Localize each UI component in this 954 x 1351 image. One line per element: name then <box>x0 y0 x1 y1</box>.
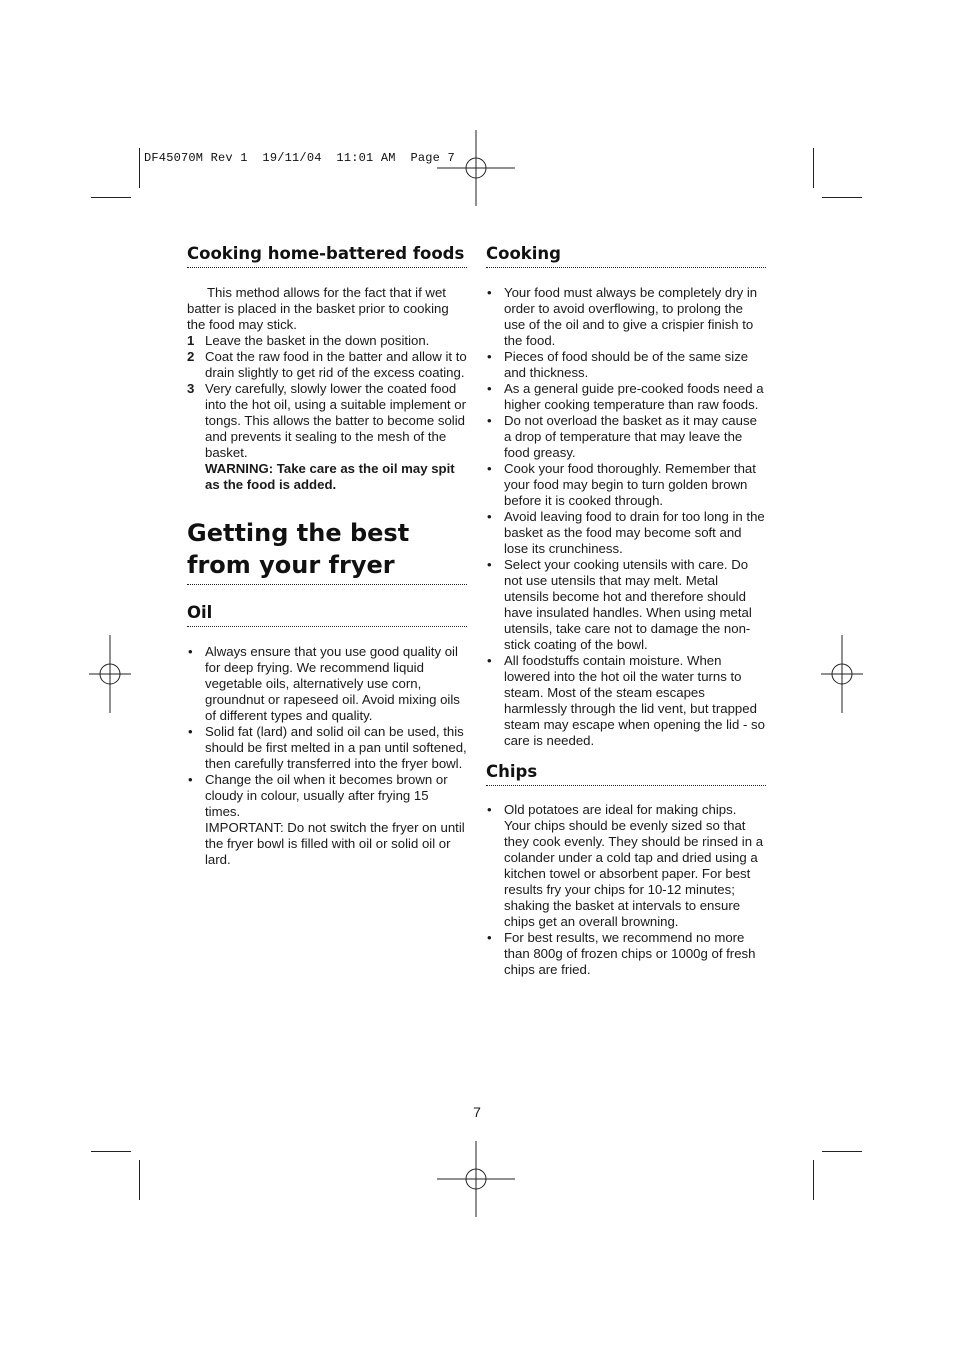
crop-mark <box>91 1151 131 1152</box>
list-item-text: Select your cooking utensils with care. Do not use utensils that may melt. Metal utensils become hot and therefore should have insulated handles. When using metal utensils, take care not to damage the non-stick coating of the bowl. <box>504 557 752 652</box>
bullet-icon: • <box>487 802 492 817</box>
bullet-icon: • <box>188 644 193 659</box>
list-item <box>187 724 467 772</box>
crop-mark <box>139 148 140 188</box>
bullet-icon: • <box>487 285 492 300</box>
list-item <box>486 413 766 461</box>
step-item <box>187 349 467 381</box>
list-item <box>187 772 467 868</box>
oil-section <box>187 603 467 868</box>
bullet-icon: • <box>487 930 492 945</box>
step-number: 2 <box>187 349 195 364</box>
crop-mark <box>813 148 814 188</box>
cooking-section <box>486 244 766 749</box>
step-item <box>187 333 467 349</box>
bullet-icon: • <box>487 413 492 428</box>
battered-heading: Cooking home-battered foods <box>187 244 467 268</box>
cooking-heading: Cooking <box>486 244 766 268</box>
crop-mark <box>139 1160 140 1200</box>
step-text: Leave the basket in the down position. <box>205 333 430 348</box>
step-number: 3 <box>187 381 195 396</box>
oil-list <box>187 644 467 868</box>
list-item-text: As a general guide pre-cooked foods need a higher cooking temperature than raw foods. <box>504 381 764 412</box>
bullet-icon: • <box>487 557 492 572</box>
page-number: 7 <box>473 1104 481 1120</box>
left-column <box>187 244 467 868</box>
bullet-icon: • <box>487 653 492 668</box>
warning-text: WARNING: Take care as the oil may spit as the food is added. <box>205 461 455 492</box>
list-item-text: Always ensure that you use good quality oil for deep frying. We recommend liquid vegetable oils, alternatively use corn, groundnut or rapeseed oil. Avoid mixing oils of different types and quality. <box>205 644 460 723</box>
bullet-icon: • <box>188 772 193 787</box>
list-item-text: Your food must always be completely dry in order to avoid overflowing, to prolong the use of the oil and to give a crispier finish to the food. <box>504 285 758 348</box>
registration-mark-left <box>71 635 151 715</box>
oil-heading: Oil <box>187 603 467 627</box>
list-item-text: For best results, we recommend no more than 800g of frozen chips or 1000g of fresh chips are fried. <box>504 930 756 977</box>
list-item-text: Old potatoes are ideal for making chips. Your chips should be evenly sized so that they cook evenly. They should be rinsed in a colander under a cold tap and dried using a kitchen towel or absorbent paper. For best results fry your chips for 10-12 minutes; shaking the basket at intervals to ensure chips get an overall browning. <box>504 802 764 929</box>
chips-heading: Chips <box>486 762 766 786</box>
print-slug: DF45070M Rev 1 19/11/04 11:01 AM Page 7 <box>144 151 455 165</box>
list-item-text: Change the oil when it becomes brown or cloudy in colour, usually after frying 15 times. <box>205 772 448 819</box>
bullet-icon: • <box>487 461 492 476</box>
registration-mark-right <box>803 635 883 715</box>
list-item <box>486 653 766 749</box>
bullet-icon: • <box>188 724 193 739</box>
list-item <box>486 509 766 557</box>
battered-steps <box>187 333 467 493</box>
crop-mark <box>822 197 862 198</box>
list-item <box>187 644 467 724</box>
bullet-icon: • <box>487 381 492 396</box>
list-item-text: All foodstuffs contain moisture. When lowered into the hot oil the water turns to steam. Most of the steam escapes harmlessly through the lid vent, but trapped steam may escape when opening the lid - so care is needed. <box>504 653 765 748</box>
list-item-text: Pieces of food should be of the same size and thickness. <box>504 349 749 380</box>
list-item-text: Avoid leaving food to drain for too long in the basket as the food may become soft and lose its crunchiness. <box>504 509 765 556</box>
step-text: Coat the raw food in the batter and allow it to drain slightly to get rid of the excess coating. <box>205 349 467 380</box>
page-title: Getting the best from your fryer <box>187 517 467 585</box>
list-item <box>486 285 766 349</box>
cooking-list <box>486 285 766 749</box>
list-item-text: Solid fat (lard) and solid oil can be used, this should be first melted in a pan until softened, then carefully transferred into the fryer bowl. <box>205 724 467 771</box>
list-item <box>486 349 766 381</box>
registration-mark-top <box>437 130 517 210</box>
list-item-text: Do not overload the basket as it may cause a drop of temperature that may leave the food greasy. <box>504 413 757 460</box>
battered-intro: This method allows for the fact that if wet batter is placed in the basket prior to cooking the food may stick. <box>187 285 449 332</box>
chips-list <box>486 802 766 978</box>
right-column <box>486 244 766 978</box>
step-text: Very carefully, slowly lower the coated food into the hot oil, using a suitable implement or tongs. This allows the batter to become solid and prevents it sealing to the mesh of the basket. <box>205 381 466 460</box>
crop-mark <box>813 1160 814 1200</box>
crop-mark <box>91 197 131 198</box>
list-item <box>486 930 766 978</box>
battered-section <box>187 244 467 493</box>
bullet-icon: • <box>487 509 492 524</box>
list-item <box>486 557 766 653</box>
step-number: 1 <box>187 333 195 348</box>
list-item <box>486 802 766 930</box>
list-item <box>486 381 766 413</box>
chips-section <box>486 762 766 978</box>
list-item <box>486 461 766 509</box>
list-item-text: Cook your food thoroughly. Remember that your food may begin to turn golden brown before it is cooked through. <box>504 461 756 508</box>
step-item <box>187 381 467 493</box>
bullet-icon: • <box>487 349 492 364</box>
crop-mark <box>822 1151 862 1152</box>
important-note: IMPORTANT: Do not switch the fryer on until the fryer bowl is filled with oil or solid oil or lard. <box>205 820 465 867</box>
registration-mark-bottom <box>437 1141 517 1221</box>
